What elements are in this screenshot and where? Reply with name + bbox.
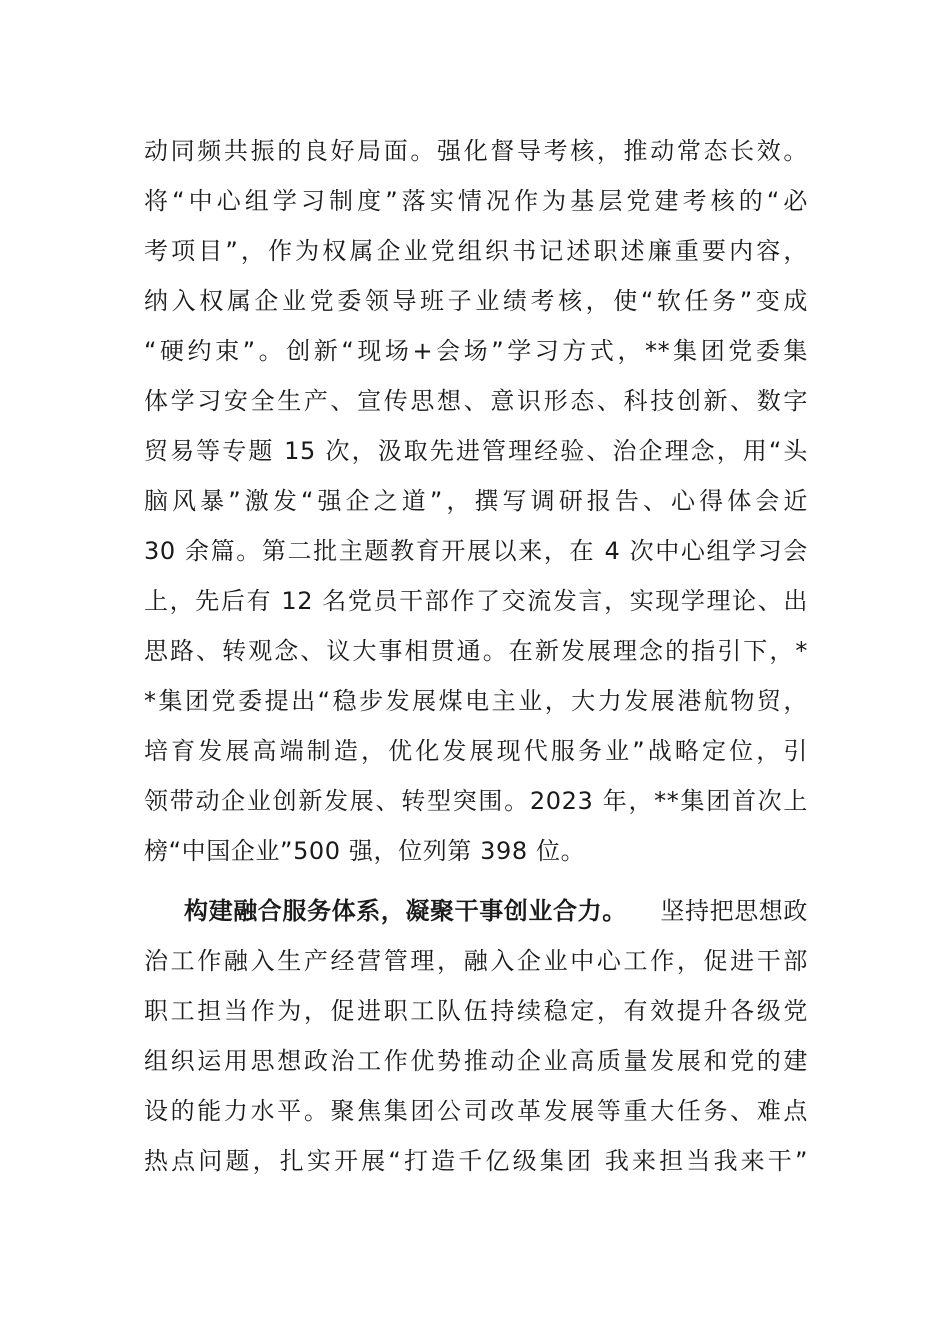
paragraph-1-line-5: “硬约束”。创新“现场+会场”学习方式，**集团党委集 xyxy=(144,337,808,365)
paragraph-2-line-4: 组织运用思想政治工作优势推动企业高质量发展和党的建 xyxy=(144,1047,808,1075)
paragraph-2-line-1 xyxy=(184,893,808,929)
paragraph-1-line-14: 领带动企业创新发展、转型突围。2023 年，**集团首次上 xyxy=(144,787,808,815)
paragraph-1-line-8: 脑风暴”激发“强企之道”，撰写调研报告、心得体会近 xyxy=(144,487,808,515)
paragraph-2-first-line-rest: 坚持把思想政 xyxy=(660,897,808,925)
paragraph-2-heading: 构建融合服务体系，凝聚干事创业合力。 xyxy=(184,897,627,925)
paragraph-1-line-10: 上，先后有 12 名党员干部作了交流发言，实现学理论、出 xyxy=(144,587,808,615)
paragraph-1-line-6: 体学习安全生产、宣传思想、意识形态、科技创新、数字 xyxy=(144,387,808,415)
paragraph-1-line-9: 30 余篇。第二批主题教育开展以来，在 4 次中心组学习会 xyxy=(144,537,808,565)
paragraph-1-line-11: 思路、转观念、议大事相贯通。在新发展理念的指引下，* xyxy=(144,637,808,665)
paragraph-2-line-3: 职工担当作为，促进职工队伍持续稳定，有效提升各级党 xyxy=(144,997,808,1025)
paragraph-1-line-13: 培育发展高端制造，优化发展现代服务业”战略定位，引 xyxy=(144,737,808,765)
paragraph-2-line-6: 热点问题，扎实开展“打造千亿级集团 我来担当我来干” xyxy=(144,1147,808,1175)
paragraph-1-line-12: *集团党委提出“稳步发展煤电主业，大力发展港航物贸， xyxy=(144,687,808,715)
paragraph-1-line-15: 榜“中国企业”500 强，位列第 398 位。 xyxy=(144,837,586,865)
paragraph-1-line-3: 考项目”，作为权属企业党组织书记述职述廉重要内容， xyxy=(144,237,808,265)
paragraph-1-line-7: 贸易等专题 15 次，汲取先进管理经验、治企理念，用“头 xyxy=(144,437,808,465)
paragraph-1-line-1: 动同频共振的良好局面。强化督导考核，推动常态长效。 xyxy=(144,137,808,165)
paragraph-1-line-4: 纳入权属企业党委领导班子业绩考核，使“软任务”变成 xyxy=(144,287,808,315)
paragraph-2-line-5: 设的能力水平。聚焦集团公司改革发展等重大任务、难点 xyxy=(144,1097,808,1125)
paragraph-2-line-2: 治工作融入生产经营管理，融入企业中心工作，促进干部 xyxy=(144,947,808,975)
paragraph-1-line-2: 将“中心组学习制度”落实情况作为基层党建考核的“必 xyxy=(144,187,808,215)
